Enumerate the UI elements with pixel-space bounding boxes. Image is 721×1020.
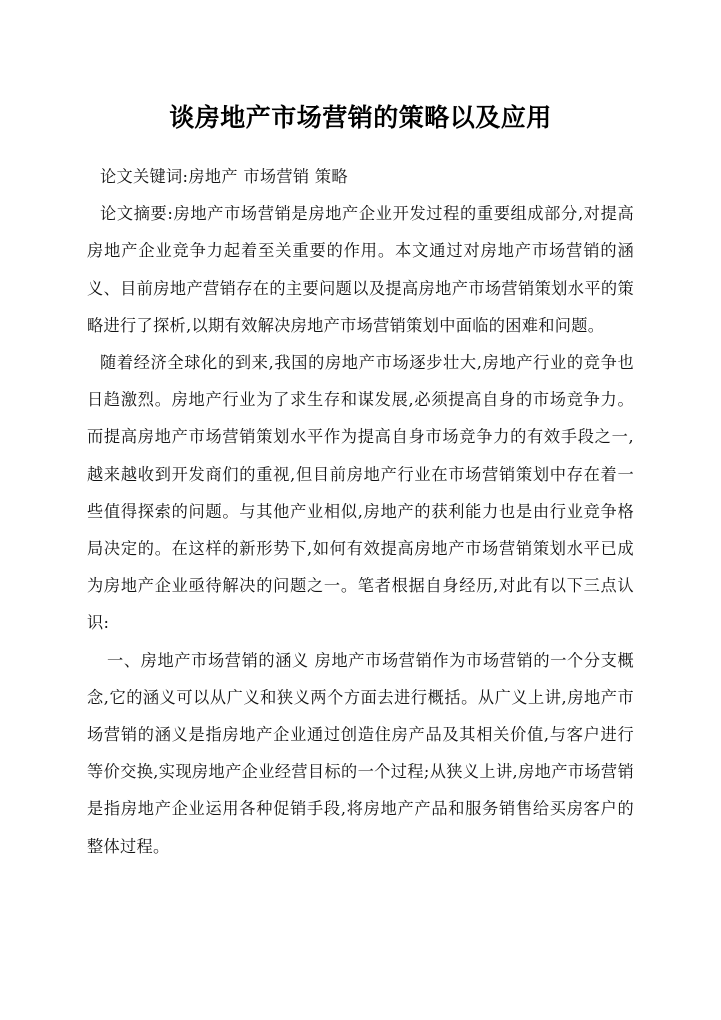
page-title: 谈房地产市场营销的策略以及应用	[169, 102, 552, 132]
document-body	[87, 158, 634, 865]
paragraph-abstract: 论文摘要:房地产市场营销是房地产企业开发过程的重要组成部分,对提高房地产企业竞争力起着至关重要的作用。本文通过对房地产市场营销的涵义、目前房地产营销存在的主要问题以及提高房地产市场营销策划水平的策略进行了探析,以期有效解决房地产市场营销策划中面临的困难和问题。	[87, 204, 634, 335]
paragraph-section-one: 一、房地产市场营销的涵义 房地产市场营销作为市场营销的一个分支概念,它的涵义可以从广义和狭义两个方面去进行概括。从广义上讲,房地产市场营销的涵义是指房地产企业通过创造住房产品及其相关价值,与客户进行等价交换,实现房地产企业经营目标的一个过程;从狭义上讲,房地产市场营销是指房地产企业运用各种促销手段,将房地产产品和服务销售给买房客户的整体过程。	[87, 650, 634, 856]
paragraph-introduction: 随着经济全球化的到来,我国的房地产市场逐步壮大,房地产行业的竞争也日趋激烈。房地产行业为了求生存和谋发展,必须提高自身的市场竞争力。而提高房地产市场营销策划水平作为提高自身市场竞争力的有效手段之一,越来越收到开发商们的重视,但目前房地产行业在市场营销策划中存在着一些值得探索的问题。与其他产业相似,房地产的获利能力也是由行业竞争格局决定的。在这样的新形势下,如何有效提高房地产市场营销策划水平已成为房地产企业亟待解决的问题之一。笔者根据自身经历,对此有以下三点认识:	[87, 353, 634, 633]
paragraph-keywords: 论文关键词:房地产 市场营销 策略	[100, 167, 348, 186]
